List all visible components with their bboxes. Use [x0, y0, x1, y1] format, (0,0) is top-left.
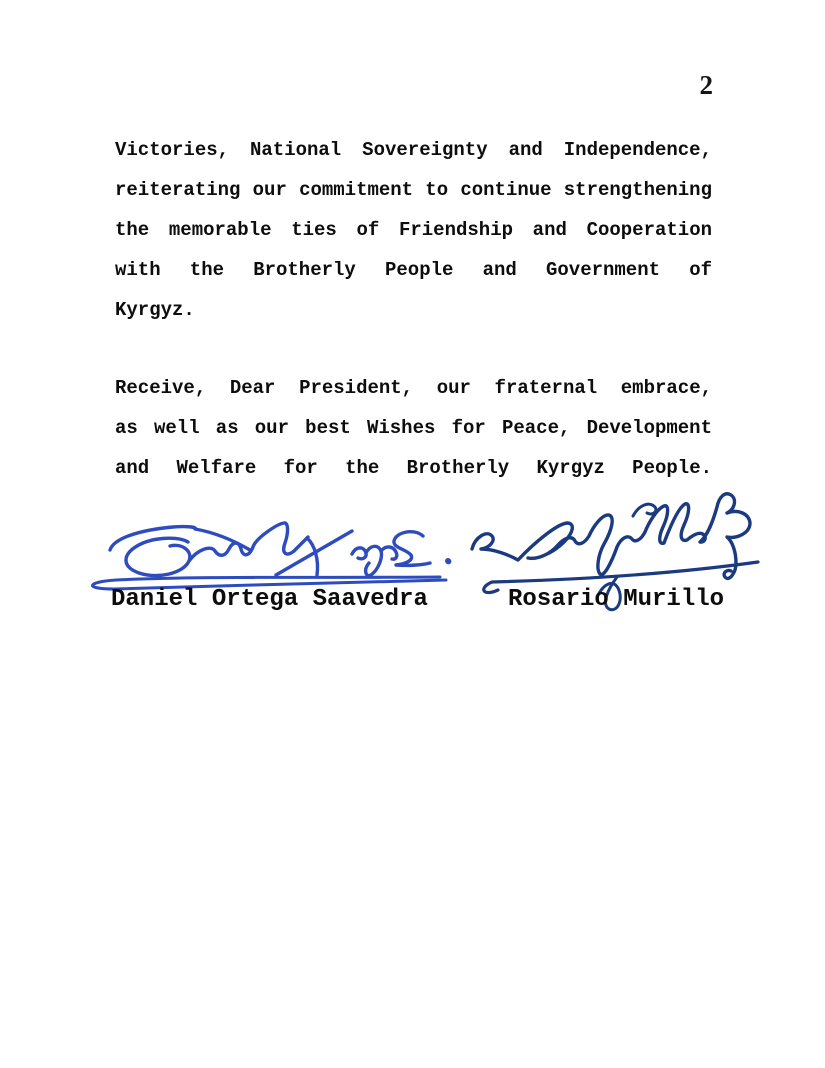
paragraph-1	[115, 130, 712, 330]
letter-body	[115, 130, 712, 488]
page-number: 2	[699, 70, 713, 100]
signature-stroke-group	[92, 523, 448, 589]
letter-line: reiterating our commitment to continue strengthening	[115, 179, 712, 201]
letter-line: Victories, National Sovereignty and Independence,	[115, 139, 712, 161]
typed-name-rosario-murillo: Rosario Murillo	[508, 586, 725, 613]
typed-name-daniel-ortega-saavedra: Daniel Ortega Saavedra	[111, 586, 428, 613]
letter-line: Receive, Dear President, our fraternal embrace,	[115, 377, 712, 399]
letter-line: with the Brotherly People and Government of	[115, 259, 712, 281]
letter-line: the memorable ties of Friendship and Cooperation	[115, 219, 712, 241]
letter-line: and Welfare for the Brotherly Kyrgyz People.	[115, 457, 712, 479]
paragraph-2	[115, 368, 712, 488]
letter-line: Kyrgyz.	[115, 299, 195, 321]
letter-line: as well as our best Wishes for Peace, Development	[115, 417, 712, 439]
signature-daniel-ortega-saavedra	[78, 490, 458, 598]
